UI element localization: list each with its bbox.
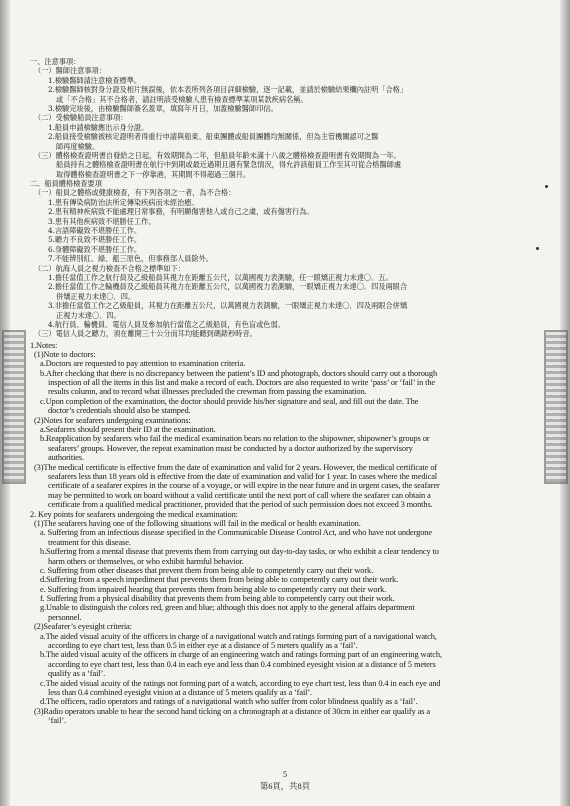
text-line: a.Seafarers should present their ID at the examination. [40, 425, 216, 435]
scan-speck [545, 185, 548, 188]
text-line: c.Upon completion of the examination, the doctor should provide his/her signature and seal, and fill out the date. The [40, 396, 419, 406]
text-line: 2.患有精神疾病致不能處理日常事務，有明顯傷害他人或自己之虞，或有傷害行為。 [48, 207, 314, 217]
text-line: d.Suffering from a speech impediment that prevents them from being able to competently carry out their work. [40, 575, 399, 585]
text-line: （二）航海人員之視力檢查不合格之標準如下： [34, 263, 185, 273]
page-count: 第6頁，共8頁 [259, 782, 311, 791]
text-line: certificate from a qualified medical practitioner, provided that the period of such permission does not exceed 3 months. [48, 500, 433, 510]
text-line: 1.患有傳染病防治法所定傳染疾病而未經治癒。 [48, 197, 199, 207]
text-line: 4.言語障礙致不堪勝任工作。 [48, 226, 142, 236]
text-line: 2.檢驗醫師核對身分證及相片無誤後，依本表所列各項目詳細檢驗，逐一記載，並請於檢驗結果欄內註明「合格」 [48, 85, 408, 95]
text-line: 2. Key points for seafarers undergoing the medical examination: [30, 509, 238, 519]
text-line: (3)Radio operators unable to hear the second hand ticking on a chronograph at a distance of 30cm in either ear qualify as a [34, 706, 430, 716]
text-line: b.Reapplication by seafarers who fail the medical examination bears no relation to the shipowner, shipowner’s groups or [40, 434, 430, 444]
text-line: (2)Seafarer’s eyesight criteria: [34, 622, 132, 632]
text-line: doctor’s credentials should also be stamped. [48, 406, 191, 416]
text-line: 7.不能辨別紅、綠、藍三原色，但事務部人員除外。 [48, 254, 213, 264]
text-line: （一）醫師注意事項： [34, 66, 106, 76]
text-line: 1.Notes: [30, 340, 58, 350]
text-line: 或「不合格」其不合格者，請註明該受檢驗人患有檢查標準某項某款疾病名稱。 [56, 94, 308, 104]
text-line: b.Suffering from a mental disease that prevents them from carrying out day-to-day tasks, or who exhibit a clear tendency to [40, 547, 439, 557]
text-line: （二）受檢驗船員注意事項： [34, 113, 128, 123]
text-line: treatment for this disease. [48, 537, 131, 547]
notes-content [30, 57, 540, 726]
text-line: 正視力未達〇．四。 [56, 310, 121, 320]
text-line: seafarers less than 18 years old is effective from the date of examination and valid for 1 year. In cases where the medical [48, 471, 438, 481]
text-line: qualify as a ‘fail’. [48, 669, 106, 679]
text-line: 2.擔任當值工作之輪機員及乙級船員其視力在距離五公尺，以萬國視力表測驗，一眼矯正視力未達〇．四及兩眼合 [48, 282, 408, 292]
text-line: c.The aided visual acuity of the ratings not forming part of a watch, according to eye chart test, less than 0.4 in each eye and [40, 678, 441, 688]
text-line: 3.非擔任當值工作之乙級船員，其視力在距離五公尺，以萬國視力表測驗，一眼矯正視力未達〇．四及兩眼合併矯 [48, 301, 408, 311]
text-line: (2)Notes for seafarers undergoing examinations: [34, 415, 191, 425]
text-line: a.Doctors are requested to pay attention to examination criteria. [40, 359, 246, 369]
text-line: seafarers’ groups. However, the repeat examination must be conducted by a doctor authorized by the supervisory [48, 443, 413, 453]
text-line: c. Suffering from other diseases that prevent them from being able to competently carry out their work. [40, 565, 374, 575]
text-line: 二、船員體格檢查要項 [30, 179, 102, 189]
page-number: 5 [282, 770, 288, 779]
text-line: g.Unable to distinguish the colors red, green and blue; although this does not apply to the general affairs department [40, 603, 415, 613]
text-line: 船員持有之體格檢查證明書在航行中到期或最近過期且遇有緊急情況，得允許該船員工作至其可從合格醫師處 [56, 160, 402, 170]
text-line: b.After checking that there is no discrepancy between the patient’s ID and photograph, doctors should carry out a thorough [40, 368, 438, 378]
text-line: personnel. [48, 612, 82, 622]
text-line: 併矯正視力未達〇．四。 [56, 291, 136, 301]
text-line: 師再度檢驗。 [56, 141, 100, 151]
text-line: harm others or themselves, or who exhibit harmful behavior. [48, 556, 244, 566]
text-line: 3.檢驗完竣後，由檢驗醫師簽名蓋章，填寫年月日，加蓋檢驗醫師印信。 [48, 103, 278, 113]
perforation-stamp-left [2, 330, 26, 484]
text-line: 1.擔任當值工作之航行員及乙級船員其視力在距離五公尺，以萬國視力表測驗，任一眼矯正視力未達〇．五。 [48, 272, 393, 282]
text-line: 一、注意事項： [30, 57, 81, 66]
text-line: 1.檢驗醫師請注意檢查標準。 [48, 75, 142, 85]
text-line: may be permitted to work on board without a valid certificate until the next port of call where the seafarer can obtain a [48, 490, 431, 500]
text-line: (1)The seafarers having one of the following situations will fail in the medical or health examination. [34, 518, 361, 528]
text-line: (3)The medical certificate is effective from the date of examination and valid for 2 years. However, the medical certificate of [34, 462, 438, 472]
text-line: e. Suffering from impaired hearing that prevents them from being able to competently carry out their work. [40, 584, 387, 594]
text-line: （一）船員之體格或健康檢查，有下列各項之一者，為不合格： [34, 188, 236, 198]
text-line: 5.聽力不良致不堪勝任工作。 [48, 235, 142, 245]
text-line: authorities. [48, 453, 85, 463]
text-line: a.The aided visual acuity of the officers in charge of a navigational watch and ratings forming part of a navigational watch, [40, 631, 437, 641]
text-line: results column, and to record what illnesses precluded the crewman from passing the examination. [48, 387, 367, 397]
text-line: （三）體格檢查證明書自發給之日起，有效期間為二年，但船員年齡未滿十八歲之體格檢查證明書有效期間為一年。 [34, 150, 401, 160]
text-line: according to eye chart test, less than 0.5 in either eye at a distance of 5 meters qualify as a ‘fail’. [48, 641, 358, 651]
text-line: 1.船員申請檢驗應出示身分證。 [48, 122, 149, 132]
text-line: ‘fail’. [48, 716, 66, 726]
text-line: 2.船員接受檢驗被核定證明者得重行申請與船東、船東團體或船員團體均無關係，但為主管機關認可之醫 [48, 132, 379, 142]
text-line: b.The aided visual acuity of the officers in charge of an engineering watch and ratings forming part of an engineering watch, [40, 650, 442, 660]
text-line: 3.患有其他疾病致不堪勝任工作。 [48, 216, 156, 226]
text-line: 6.身體障礙致不堪勝任工作。 [48, 244, 142, 254]
text-line: (1)Note to doctors: [34, 349, 96, 359]
text-line: d.The officers, radio operators and ratings of a navigational watch who suffer from color blindness qualify as a ‘fail’. [40, 697, 418, 707]
text-line: （三）電信人員之聽力，須在離開三十公分而耳均能聽到碼錶秒時音。 [34, 329, 257, 339]
text-line: 4.航行員、輪機員、電信人員及參加航行當值之乙級船員，有色盲或色弱。 [48, 319, 285, 329]
text-line: inspection of all the items in this list and make a record of each. Doctors are also requested to write ‘pass’ or ‘fail’ in the [48, 378, 436, 388]
text-line: a. Suffering from an infectious disease specified in the Communicable Disease Control Act, and who have not undergone [40, 528, 432, 538]
text-line: less than 0.4 combined eyesight vision at a distance of 5 meters qualify as a ‘fail’. [48, 687, 313, 697]
perforation-stamp-right [544, 330, 568, 484]
text-line: f. Suffering from a physical disability that prevents them from being able to competently carry out their work. [40, 594, 395, 604]
text-line: 取得體格檢查證明書之下一停靠港，其期間不得超過三個月。 [56, 169, 251, 179]
text-line: certificate of a seafarer expires in the course of a voyage, or will expire in the near future and in urgent cases, the seafarer [48, 481, 440, 491]
text-line: according to eye chart test, less than 0.4 in each eye and less than 0.4 combined eyesight vision at a distance of 5 meters [48, 659, 436, 669]
